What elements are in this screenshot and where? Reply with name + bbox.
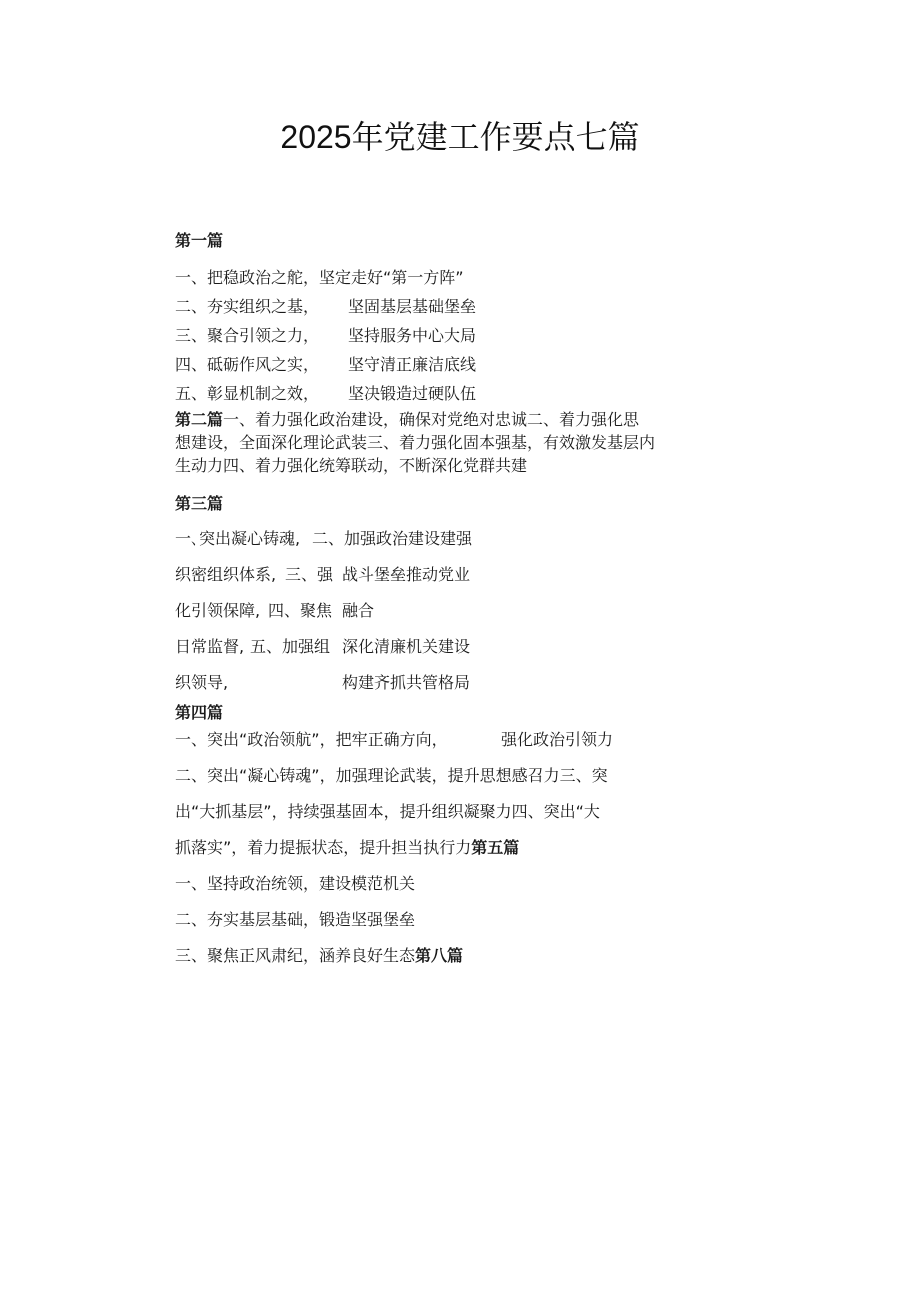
list-item-right: 深化清廉机关建设 (342, 637, 471, 656)
list-item: 二、夯实基层基础，锻造坚强堡垒 (175, 910, 416, 929)
list-item-right: 融合 (342, 601, 375, 620)
list-item-right: 强化政治引领力 (501, 730, 614, 749)
section-heading-1: 第一篇 (175, 231, 224, 250)
list-item: 二、夯实组织之基， (175, 297, 320, 316)
list-item-right: 战斗堡垒推动党业 (342, 565, 471, 584)
list-item: 一、突出“政治领航”，把牢正确方向， (175, 730, 448, 749)
list-item (175, 835, 519, 858)
list-item-right: 坚守清正廉洁底线 (348, 355, 477, 374)
section-heading-4: 第四篇 (175, 703, 224, 722)
list-item: 二、突出“凝心铸魂”，加强理论武装，提升思想感召力三、突 (175, 766, 608, 785)
list-item: 一､突出凝心铸魂, (175, 529, 301, 548)
list-item: 织密组织体系, (175, 565, 277, 584)
section-heading-3: 第三篇 (175, 494, 224, 513)
document-title: 2025年党建工作要点七篇 (280, 119, 640, 155)
list-item: 五、彰显机制之效， (175, 384, 320, 403)
list-item: 五、加强组 (250, 637, 331, 656)
list-item: 三、聚合引领之力， (175, 326, 320, 345)
list-item-right: 坚持服务中心大局 (348, 326, 477, 345)
list-item: 三、强 (285, 565, 334, 584)
list-item-right: 坚固基层基础堡垒 (348, 297, 477, 316)
list-item: 一、坚持政治统领，建设模范机关 (175, 874, 416, 893)
list-item: 四、聚焦 (268, 601, 333, 620)
list-item-right: 坚决锻造过硬队伍 (348, 384, 477, 403)
section-paragraph-2 (175, 408, 655, 477)
list-item (175, 943, 463, 966)
list-item: 出“大抓基层”，持续强基固本，提升组织凝聚力四、突出“大 (175, 802, 600, 821)
section-heading-5: 第五篇 (471, 838, 520, 857)
list-item-text: 三、聚焦正风肃纪，涵养良好生态 (175, 946, 416, 965)
list-item: 织领导, (175, 673, 229, 692)
section-text-2: 一、着力强化政治建设，确保对党绝对忠诚二、着力强化思想建设，全面深化理论武装三、着力强化固本强基，有效激发基层内生动力四、着力强化统筹联动，不断深化党群共建 (175, 410, 656, 475)
section-heading-2: 第二篇 (175, 410, 224, 429)
list-item: 一、把稳政治之舵，坚定走好“第一方阵” (175, 268, 464, 287)
list-item: 四、砥砺作风之实， (175, 355, 320, 374)
list-item: 化引领保障, (175, 601, 261, 620)
list-item-text: 抓落实”，着力提振状态，提升担当执行力 (175, 838, 472, 857)
list-item: 日常监督, (175, 637, 245, 656)
list-item: 二、加强政治建设建强 (312, 529, 473, 548)
section-heading-8: 第八篇 (415, 946, 464, 965)
list-item-right: 构建齐抓共管格局 (342, 673, 471, 692)
